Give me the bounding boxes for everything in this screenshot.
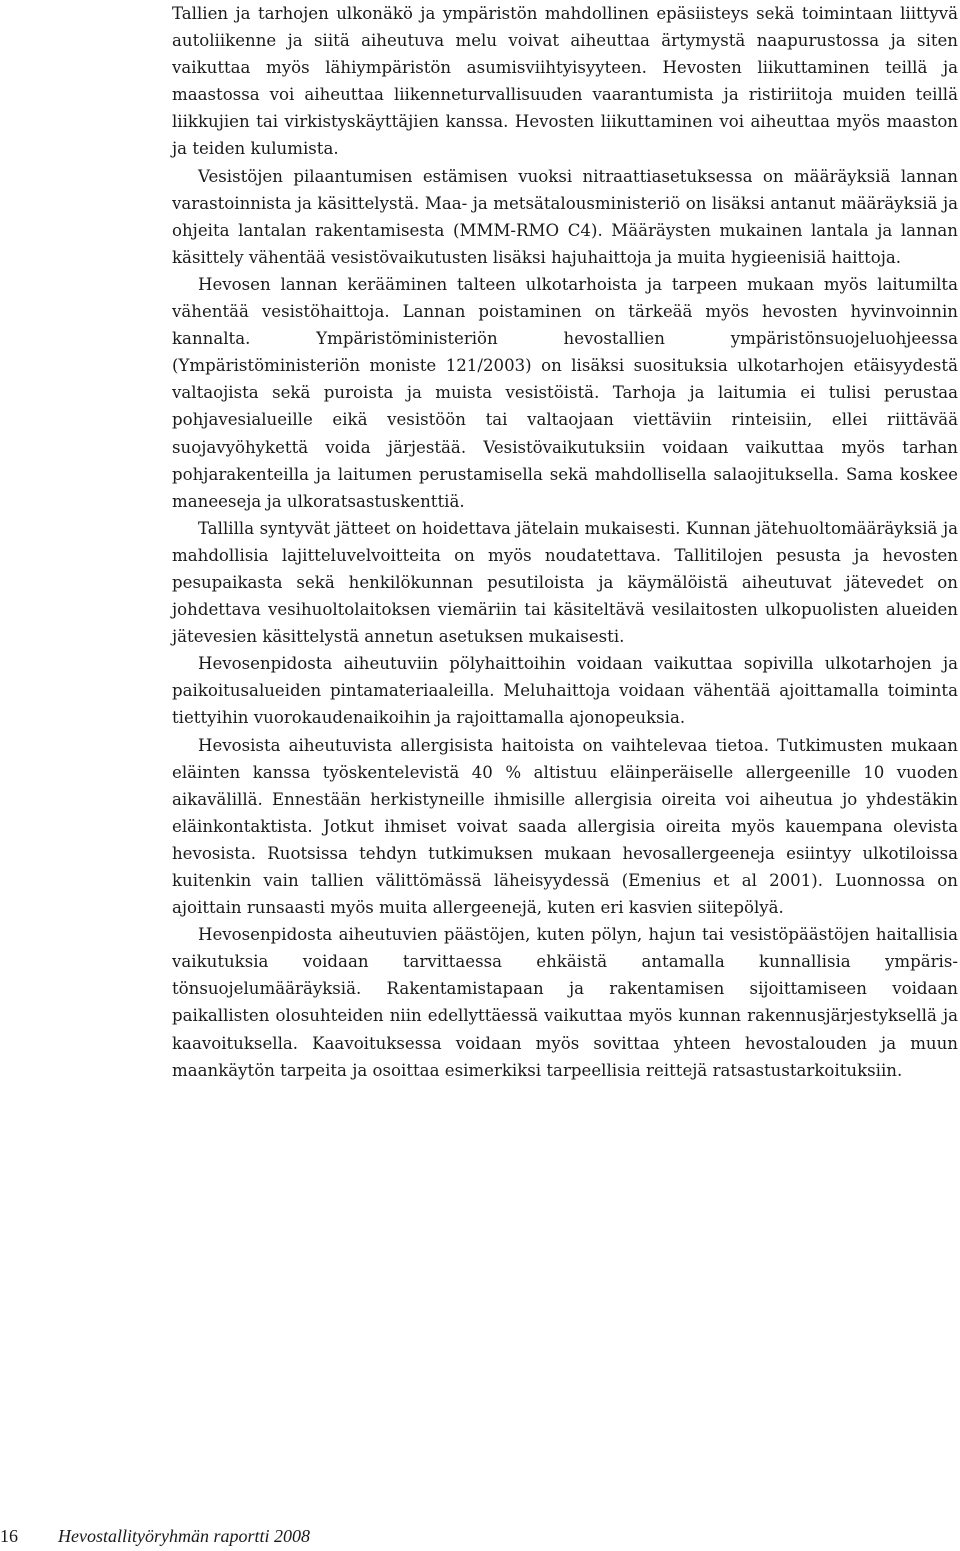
paragraph-waste-management: Tallilla syntyvät jätteet on hoidettava jätelain mukaisesti. Kunnan jätehuoltomääräyksiä ja mahdollisia lajitteluvelvoitteita on myös noudatettava. Tallitilojen pesusta ja hevosten pesupaikasta sekä henkilökunnan pesutiloista ja käymälöistä aiheutuvat jätevedet on johdettava vesihuoltolaitoksen viemäriin tai käsiteltävä vesilaitosten ulkopuolisten alueiden jätevesien käsittelystä annetun asetuksen mukaisesti. bbox=[172, 518, 958, 647]
report-title: Hevostallityöryhmän raportti 2008 bbox=[58, 1526, 310, 1546]
paragraph-allergies: Hevosista aiheutuvista allergisista haitoista on vaihtelevaa tietoa. Tutkimusten mukaan eläinten kanssa työskentelevistä 40 % altistuu eläinperäiselle allergeenille 10 vuoden aikavälillä. Ennestään herkistyneille ihmisille allergisia oireita voi aiheutua jo yhdestäkin eläinkontaktista. Jotkut ihmiset voivat saada allergisia oireita myös kauempana olevista hevosista. Ruotsissa tehdyn tutkimuksen mukaan hevosallergeeneja esiintyy ulkotiloissa kuitenkin vain tallien välittömässä läheisyydessä (Emenius et al 2001). Luonnossa on ajoittain runsaasti myös muita allergeenejä, kuten eri kasvien siitepölyä. bbox=[172, 735, 958, 918]
paragraph-regulations: Hevosenpidosta aiheutuvien päästöjen, kuten pölyn, hajun tai vesistöpäästöjen haitallisia vaikutuksia voidaan tarvittaessa ehkäistä antamalla kunnallisia ympäristönsuojelumääräyksiä. Rakentamistapaan ja rakentamisen sijoittamiseen voidaan paikallisten olosuhteiden niin edellyttäessä vaikuttaa myös kunnan rakennusjärjestyksellä ja kaavoituksella. Kaavoituksessa voidaan myös sovittaa yhteen hevostalouden ja muun maankäytön tarpeita ja osoittaa esimerkiksi tarpeellisia reittejä ratsastustarkoituksiin. bbox=[172, 925, 958, 1080]
paragraph-dust-noise: Hevosenpidosta aiheutuviin pölyhaittoihin voidaan vaikuttaa sopivilla ulkotarhojen ja paikoitusalueiden pintamateriaaleilla. Meluhaittoja voidaan vähentää ajoittamalla toiminta tiettyihin vuorokaudenaikoihin ja rajoittamalla ajonopeuksia. bbox=[172, 654, 958, 728]
page-footer bbox=[0, 1524, 960, 1548]
paragraph-neighbourhood-effects: Tallien ja tarhojen ulkonäkö ja ympäristön mahdollinen epäsiisteys sekä toimintaan liittyvä autoliikenne ja siitä aiheutuva melu voivat aiheuttaa ärtymystä naapurustossa ja siten vaikuttaa myös lähiympäristön asumisviihtyisyyteen. Hevosten liikuttaminen teillä ja maastossa voi aiheuttaa liikenneturvallisuuden vaarantumista ja ristiriitoja muiden teillä liikkujien tai virkistyskäyttäjien kanssa. Hevosten liikuttaminen voi aiheuttaa myös maaston ja teiden kulumista. bbox=[172, 4, 958, 159]
paragraph-paddock-manure: Hevosen lannan kerääminen talteen ulkotarhoista ja tarpeen mukaan myös laitumilta vähentää vesistöhaittoja. Lannan poistaminen on tärkeää myös hevosten hyvinvoinnin kannalta. Ympäristöministeriön hevostallien ympäristönsuojeluohjeessa (Ympäristöministeriön moniste 121/2003) on lisäksi suosituksia ulkotarhojen etäisyydestä valtaojista sekä puroista ja muista vesistöistä. Tarhoja ja laitumia ei tulisi perustaa pohjavesialueille eikä vesistöön tai valtaojaan viettäviin rinteisiin, ellei riittävää suojavyöhykettä voida järjestää. Vesistövaikutuksiin voidaan vaikuttaa myös tarhan pohjarakenteilla ja laitumen perustamisella sekä mahdollisella salaojituksella. Sama koskee maneeseja ja ulkoratsastuskenttiä. bbox=[172, 274, 958, 511]
document-body bbox=[172, 0, 958, 1084]
page-number: 16 bbox=[0, 1526, 18, 1546]
paragraph-manure-storage: Vesistöjen pilaantumisen estämisen vuoksi nitraattiasetuksessa on määräyksiä lannan varastoinnista ja käsittelystä. Maa- ja metsätalousministeriö on lisäksi antanut määräyksiä ja ohjeita lantalan rakentamisesta (MMM-RMO C4). Määräysten mukainen lantala ja lannan käsittely vähentää vesistövaikutusten lisäksi hajuhaittoja ja muita hygieenisiä haittoja. bbox=[172, 166, 958, 267]
